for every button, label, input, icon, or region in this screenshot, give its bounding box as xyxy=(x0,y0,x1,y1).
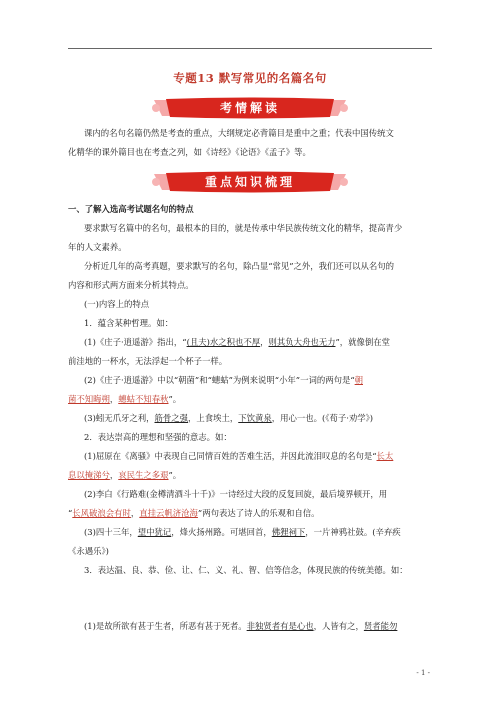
example-4: (1)屈原在《离骚》中表现自己同情百姓的苦难生活，并因此流泪叹息的名句是“长太 xyxy=(84,451,394,461)
para1-line-2: 年的人文素养。 xyxy=(68,242,127,252)
page-title: 专题13 默写常见的名篇名句 xyxy=(173,71,327,85)
banner-key-points-text: 重点知识梳理 xyxy=(204,175,295,189)
example-3: (3)蚓无爪牙之利，筋骨之强，上食埃土，下饮黄泉，用心一也。(《荀子·劝学》) xyxy=(84,413,374,423)
example-6: (3)四十三年，望中犹记，烽火扬州路。可堪回首，佛狸祠下，一片神鸦社鼓。(辛弃疾 xyxy=(84,527,401,537)
intro-paragraph xyxy=(68,124,432,162)
subheading-content: (一)内容上的特点 xyxy=(84,299,150,309)
intro-line-2: 化精华的课外篇目也在考查之列，如《诗经》《论语》《孟子》等。 xyxy=(68,147,311,157)
last-example xyxy=(68,617,432,636)
item-3-heading: 3．表达温、良、恭、俭、让、仁、义、礼、智、信等信念，体现民族的传统美德。如： xyxy=(84,565,408,575)
example-6-cont: 《永遇乐》) xyxy=(68,546,109,556)
page-number: - 1 - xyxy=(416,669,430,677)
example-5: (2)李白《行路难(金樽清酒斗十千)》一诗经过大段的反复回旋，最后境界顿开，用 xyxy=(84,489,388,499)
example-5-cont: “长风破浪会有时，直挂云帆济沧海”两句表达了诗人的乐观和自信。 xyxy=(68,508,320,518)
example-1: (1)《庄子·逍遥游》指出，“(且夫)水之积也不厚，则其负大舟也无力”，就像倒在堂 xyxy=(84,337,391,347)
banner-exam-analysis-text: 考情解读 xyxy=(219,101,280,115)
para2-line-1: 分析近几年的高考真题，要求默写的名句，除凸显“常见”之外，我们还可以从名句的 xyxy=(84,261,395,271)
intro-line-1: 课内的名句名篇仍然是考查的重点，大纲规定必背篇目是重中之重；代表中国传统文 xyxy=(84,128,394,138)
example-2: (2)《庄子·逍遥游》中以“朝菌”和“蟪蛄”为例来说明“小年”一词的两句是“朝 xyxy=(84,375,363,385)
header-rule xyxy=(68,48,432,49)
banner-key-points xyxy=(148,170,352,194)
example-4-cont: 息以掩涕兮，哀民生之多艰”。 xyxy=(68,470,182,480)
example-1-cont: 前洼地的一杯水，无法浮起一个杯子一样。 xyxy=(68,356,228,366)
banner-exam-analysis xyxy=(148,96,352,120)
example-2-cont: 菌不知晦朔，蟪蛄不知春秋”。 xyxy=(68,394,182,404)
para1-line-1: 要求默写名篇中的名句，最根本的目的，就是传承中华民族传统文化的精华，提高青少 xyxy=(84,223,403,233)
item-1-heading: 1．蕴含某种哲理。如： xyxy=(84,318,174,328)
para2-line-2: 内容和形式两方面来分析其特点。 xyxy=(68,280,194,290)
main-content xyxy=(68,200,432,580)
section-heading: 一、了解入选高考试题名句的特点 xyxy=(68,204,194,214)
item-2-heading: 2．表达崇高的理想和坚强的意志。如： xyxy=(84,432,232,442)
example-7: (1)是故所欲有甚于生者，所恶有甚于死者。非独贤者有是心也，人皆有之，贤者能勿 xyxy=(84,621,398,631)
